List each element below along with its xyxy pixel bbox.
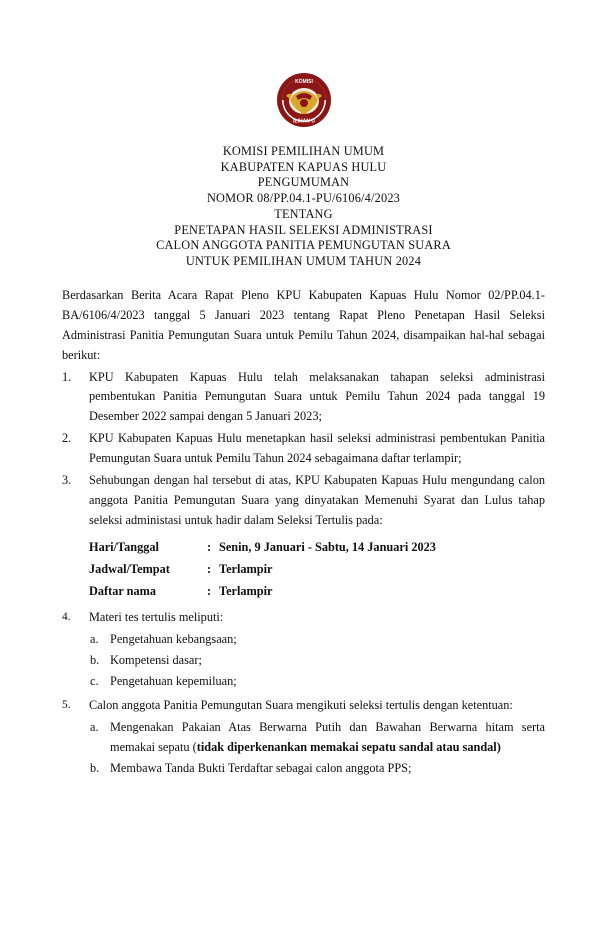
- opening-paragraph: Berdasarkan Berita Acara Rapat Pleno KPU Kabupaten Kapuas Hulu Nomor 02/PP.04.1-BA/6106/4/2023 tanggal 5 Januari 2023 tentang Rapat Pleno Penetapan Hasil Seleksi Administrasi Panitia Pemungutan Suara untuk Pemilu Tahun 2024, disampaikan hal-hal sebagai berikut:: [62, 287, 545, 362]
- document-body: [62, 286, 545, 779]
- list-item: [62, 608, 545, 628]
- schedule-separator: :: [207, 561, 212, 576]
- svg-text:ILIHAN U: ILIHAN U: [292, 118, 315, 125]
- list-item-text: KPU Kabupaten Kapuas Hulu telah melaksanakan tahapan seleksi administrasi pembentukan Panitia Pemungutan Suara untuk Pemilu Tahun 2024 pada tanggal 19 Desember 2022 sampai dengan 5 Januari 2023;: [89, 369, 545, 424]
- schedule-label: Hari/Tanggal: [89, 539, 159, 554]
- sub-list-letter: b.: [90, 760, 100, 775]
- sub-list-text: [110, 718, 545, 758]
- heading-line-4: NOMOR 08/PP.04.1-PU/6106/4/2023: [206, 191, 401, 206]
- list-item-text: Calon anggota Panitia Pemungutan Suara mengikuti seleksi tertulis dengan ketentuan:: [89, 698, 513, 712]
- list-item-number: 3.: [62, 473, 72, 488]
- schedule-row: [89, 559, 545, 581]
- sub-list-text-bold: tidak diperkenankan memakai sepatu sandal atau sandal): [196, 739, 501, 754]
- document-heading: [62, 144, 545, 270]
- sub-list-item: [90, 630, 545, 650]
- heading-line-8: UNTUK PEMILIHAN UMUM TAHUN 2024: [185, 254, 422, 269]
- list-item-number: 2.: [62, 431, 72, 446]
- kpu-logo-icon: [274, 70, 334, 130]
- logo-container: [62, 70, 545, 130]
- sub-list-text-normal: Mengenakan Pakaian Atas Berwarna Putih dan Bawahan Berwarna hitam serta memakai sepatu (: [110, 719, 545, 754]
- sub-list-text: Membawa Tanda Bukti Terdaftar sebagai calon anggota PPS;: [110, 760, 412, 775]
- sub-list-item: [90, 651, 545, 671]
- schedule-separator: :: [207, 583, 212, 598]
- schedule-value: Terlampir: [219, 561, 273, 576]
- schedule-separator: :: [207, 539, 212, 554]
- sublist-item5: [62, 718, 545, 779]
- svg-text:KOMISI: KOMISI: [294, 79, 313, 85]
- schedule-block: [89, 537, 545, 603]
- heading-line-5: TENTANG: [274, 206, 333, 221]
- list-item: [62, 429, 545, 469]
- list-item-text: Materi tes tertulis meliputi:: [89, 610, 224, 625]
- list-item-number: 1.: [62, 369, 72, 384]
- sub-list-text: Kompetensi dasar;: [110, 653, 202, 668]
- list-item-number: 4.: [62, 611, 71, 624]
- sub-list-letter: a.: [90, 719, 99, 734]
- sublist-item4: [62, 630, 545, 692]
- sub-list-item: [90, 759, 545, 779]
- heading-line-7: CALON ANGGOTA PANITIA PEMUNGUTAN SUARA: [156, 238, 451, 253]
- list-item: [62, 471, 545, 531]
- sub-list-letter: c.: [90, 674, 99, 689]
- heading-line-3: PENGUMUMAN: [257, 175, 350, 190]
- list-item-number: 5.: [62, 699, 71, 711]
- schedule-value: Senin, 9 Januari - Sabtu, 14 Januari 2023: [219, 539, 436, 554]
- schedule-row: [89, 581, 545, 603]
- schedule-label: Daftar nama: [89, 583, 157, 598]
- sub-list-item: [90, 718, 545, 758]
- heading-line-2: KABUPATEN KAPUAS HULU: [220, 159, 387, 174]
- list-item: [62, 368, 545, 428]
- schedule-label: Jadwal/Tempat: [89, 561, 170, 576]
- heading-line-1: KOMISI PEMILIHAN UMUM: [222, 144, 385, 158]
- schedule-row: [89, 537, 545, 559]
- list-item-text: Sehubungan dengan hal tersebut di atas, KPU Kabupaten Kapuas Hulu mengundang calon anggota Panitia Pemungutan Suara yang dinyatakan Memenuhi Syarat dan Lulus tahap seleksi administasi untuk hadir dalam Seleksi Tertulis pada:: [89, 473, 545, 527]
- heading-line-6: PENETAPAN HASIL SELEKSI ADMINISTRASI: [174, 222, 433, 237]
- sub-list-text: Pengetahuan kebangsaan;: [110, 632, 237, 647]
- list-item: [62, 696, 545, 716]
- numbered-list: [62, 368, 545, 779]
- sub-list-letter: a.: [90, 632, 99, 647]
- sub-list-item: [90, 672, 545, 692]
- sub-list-text: Pengetahuan kepemiluan;: [110, 674, 237, 689]
- list-item-text: KPU Kabupaten Kapuas Hulu menetapkan hasil seleksi administrasi pembentukan Panitia Pemungutan Suara untuk Pemilu Tahun 2024 sebagaimana daftar terlampir;: [89, 431, 545, 466]
- sub-list-letter: b.: [90, 653, 100, 668]
- schedule-value: Terlampir: [219, 583, 273, 598]
